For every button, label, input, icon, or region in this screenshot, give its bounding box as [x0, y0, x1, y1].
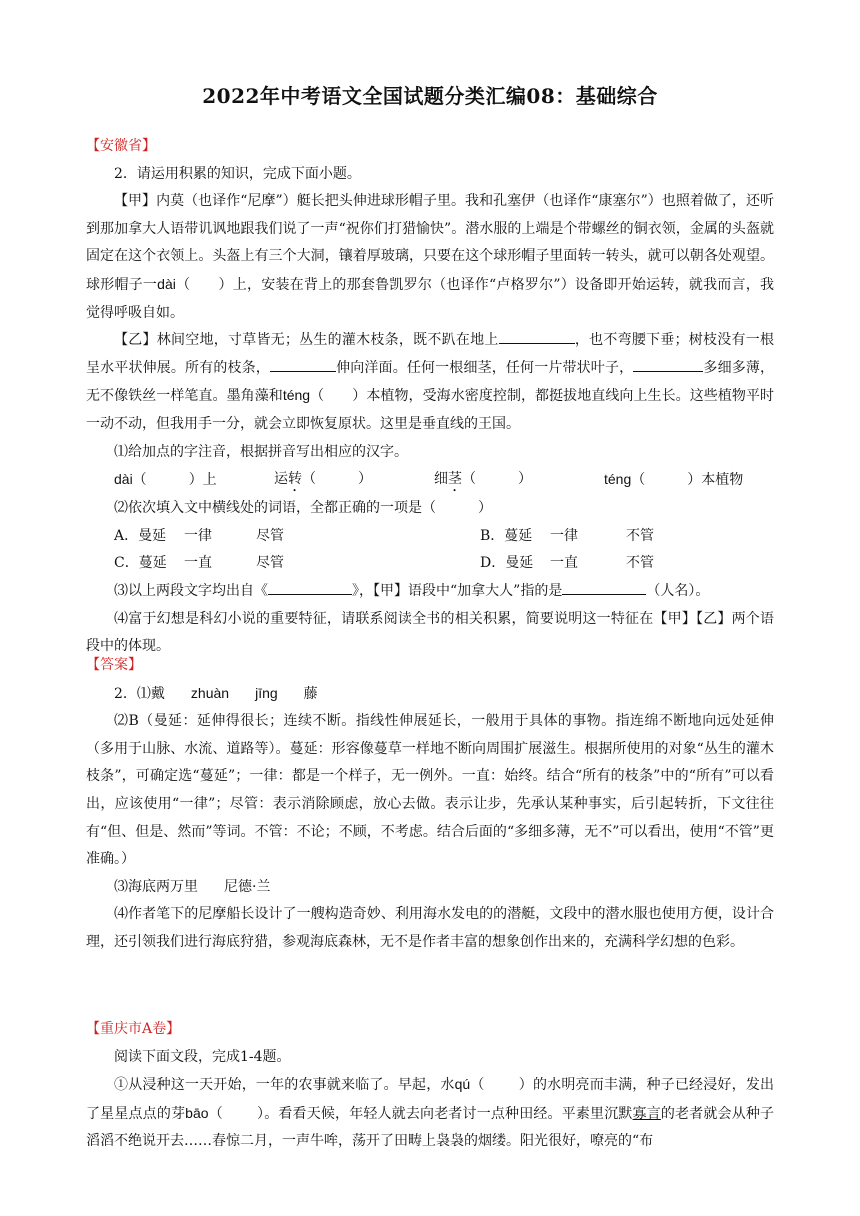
section-chongqing [86, 1016, 774, 1156]
fill-blank-name[interactable] [562, 578, 646, 595]
question-intro: 2．请运用积累的知识，完成下面小题。 [114, 165, 361, 182]
section2-passage: ①从浸种这一天开始，一年的农事就来临了。早起，水qú（ ）的水明亮而丰满，种子已经浸好，发出了星星点点的芽bāo（ ）。看看天候，年轻人就去向老者讨一点种田经。平素里沉默寡言的老者就会从种子滔滔不绝说开去……春惊二月，一声牛哞，荡开了田畴上袅袅的烟缕。阳光很好，嘹亮的“布 [86, 1076, 775, 1150]
paren-close: ） [218, 276, 233, 293]
region-tag-chongqing: 【重庆市A卷】 [86, 1021, 181, 1037]
option-d-label[interactable]: D．曼延 [480, 555, 534, 572]
page-title: 2022年中考语文全国试题分类汇编08：基础综合 [202, 84, 658, 108]
pinyin-dai: dài（ [157, 275, 191, 292]
passage-yi-text-b: ，也不弯腰下垂；树枝没有一根呈水平状伸展。所有的枝条， [86, 332, 775, 376]
q4: ⑷富于幻想是科幻小说的重要特征，请联系阅读全书的相关积累，简要说明这一特征在【甲】【乙】两个语段中的体现。 [86, 610, 774, 655]
answer-4: ⑷作者笔下的尼摩船长设计了一艘构造奇妙、利用海水发电的的潜艇，文段中的潜水服也使用方便，设计合理，还引领我们进行海底狩猎，参观海底森林，无不是作者丰富的想象创作出来的，充满科学幻想的色彩。 [86, 906, 774, 950]
paren-close: ） [352, 388, 367, 405]
pinyin-bao: bāo（ [185, 1104, 223, 1121]
underlined-word: 寡言 [632, 1105, 661, 1122]
answer-3: ⑶海底两万里 尼德·兰 [114, 878, 271, 895]
fill-blank-book[interactable] [268, 578, 352, 595]
passage-jia-text-1: 【甲】内莫（也译作“尼摩”）艇长把头伸进球形帽子里。我和孔塞伊（也译作“康塞尔”）也照着做了，还听到那加拿大人语带讥讽地跟我们说了一声“祝你们打猎愉快”。潜水服的上端是个带螺丝的铜衣领，金属的头盔就固定在这个衣领上。头盔上有三个大洞，镶着厚玻璃，只要在这个球形帽子里面转一转头，就可以朝各处观望。球形帽子一 [86, 193, 774, 293]
passage-jia-text-2: 上，安装在背上的那套鲁凯罗尔（也译作“卢格罗尔”）设备即开始运转，就我而言，我觉得呼吸自如。 [86, 276, 775, 321]
option-c-label[interactable]: C．蔓延 [114, 555, 167, 572]
q2-stem: ⑵依次填入文中横线处的词语，全都正确的一项是（ ） [114, 500, 492, 517]
q3: ⑶以上两段文字均出自《 》，【甲】语段中“加拿大人”指的是 （人名）。 [86, 578, 774, 606]
q1-stem: ⑴给加点的字注音，根据拼音写出相应的汉字。 [114, 443, 408, 460]
q1-item-2: 运转（ ） [274, 471, 372, 488]
section-answer [86, 652, 774, 957]
answer-1: 2．⑴戴 zhuàn jīng 藤 [114, 684, 318, 702]
section2-intro: 阅读下面文段，完成1-4题。 [114, 1048, 291, 1065]
passage-yi-text-e: 本植物，受海水密度控制，都挺拔地直线向上生长。这些植物平时一动不动，但我用手一分，就会立即恢复原状。这里是垂直线的王国。 [86, 388, 775, 432]
q1-item-4: téng（ ）本植物 [604, 471, 744, 489]
q2-options-row-1: A．曼延 一律 尽管 B．蔓延 一律 不管 [86, 523, 774, 551]
answer-2: ⑵B（曼延：延伸得很长；连续不断。指线性伸展延长，一般用于具体的事物。指连绵不断地向远处延伸（多用于山脉、水流、道路等）。蔓延：形容像蔓草一样地不断向周围扩展滋生。根据所使用的对象“丛生的灌木枝条”，可确定选“蔓延”；一律：都是一个样子，无一例外。一直：始终。结合“所有的枝条”中的“所有”可以看出，应该使用“一律”；尽管：表示消除顾虑，放心去做。表示让步，先承认某种事实，后引起转折，下文往往有“但、但是、然而”等词。不管：不论；不顾，不考虑。结合后面的“多细多薄，无不”可以看出，使用“不管”更准确。） [86, 713, 774, 868]
passage-yi-text-c: 伸向洋面。任何一根细茎，任何一片带状叶子， [335, 359, 634, 376]
option-b-label[interactable]: B．蔓延 [480, 527, 533, 544]
passage-jia [86, 188, 774, 327]
q2-options-row-2: C．蔓延 一直 尽管 D．曼延 一直 不管 [86, 550, 774, 578]
q1-item-1: dài（ ）上 [114, 471, 217, 489]
pinyin-teng: téng（ [282, 387, 325, 404]
section-anhui [86, 133, 774, 661]
passage-yi-text-d: 多细多薄，无不像铁丝一样笔直。墨角藻和 [86, 359, 775, 405]
fill-blank-1[interactable] [499, 327, 575, 344]
passage-yi [86, 327, 774, 438]
q1-item-3: 细茎（ ） [434, 471, 532, 488]
fill-blank-2[interactable] [270, 355, 336, 372]
option-a-label[interactable]: A．曼延 [114, 527, 167, 544]
answer-tag: 【答案】 [86, 657, 142, 673]
fill-blank-3[interactable] [633, 355, 703, 372]
pinyin-qu: qú（ [454, 1076, 485, 1093]
q1-items [86, 466, 774, 495]
passage-yi-text-a: 【乙】林间空地，寸草皆无；丛生的灌木枝条，既不趴在地上 [114, 332, 499, 349]
region-tag-anhui: 【安徽省】 [86, 138, 156, 154]
